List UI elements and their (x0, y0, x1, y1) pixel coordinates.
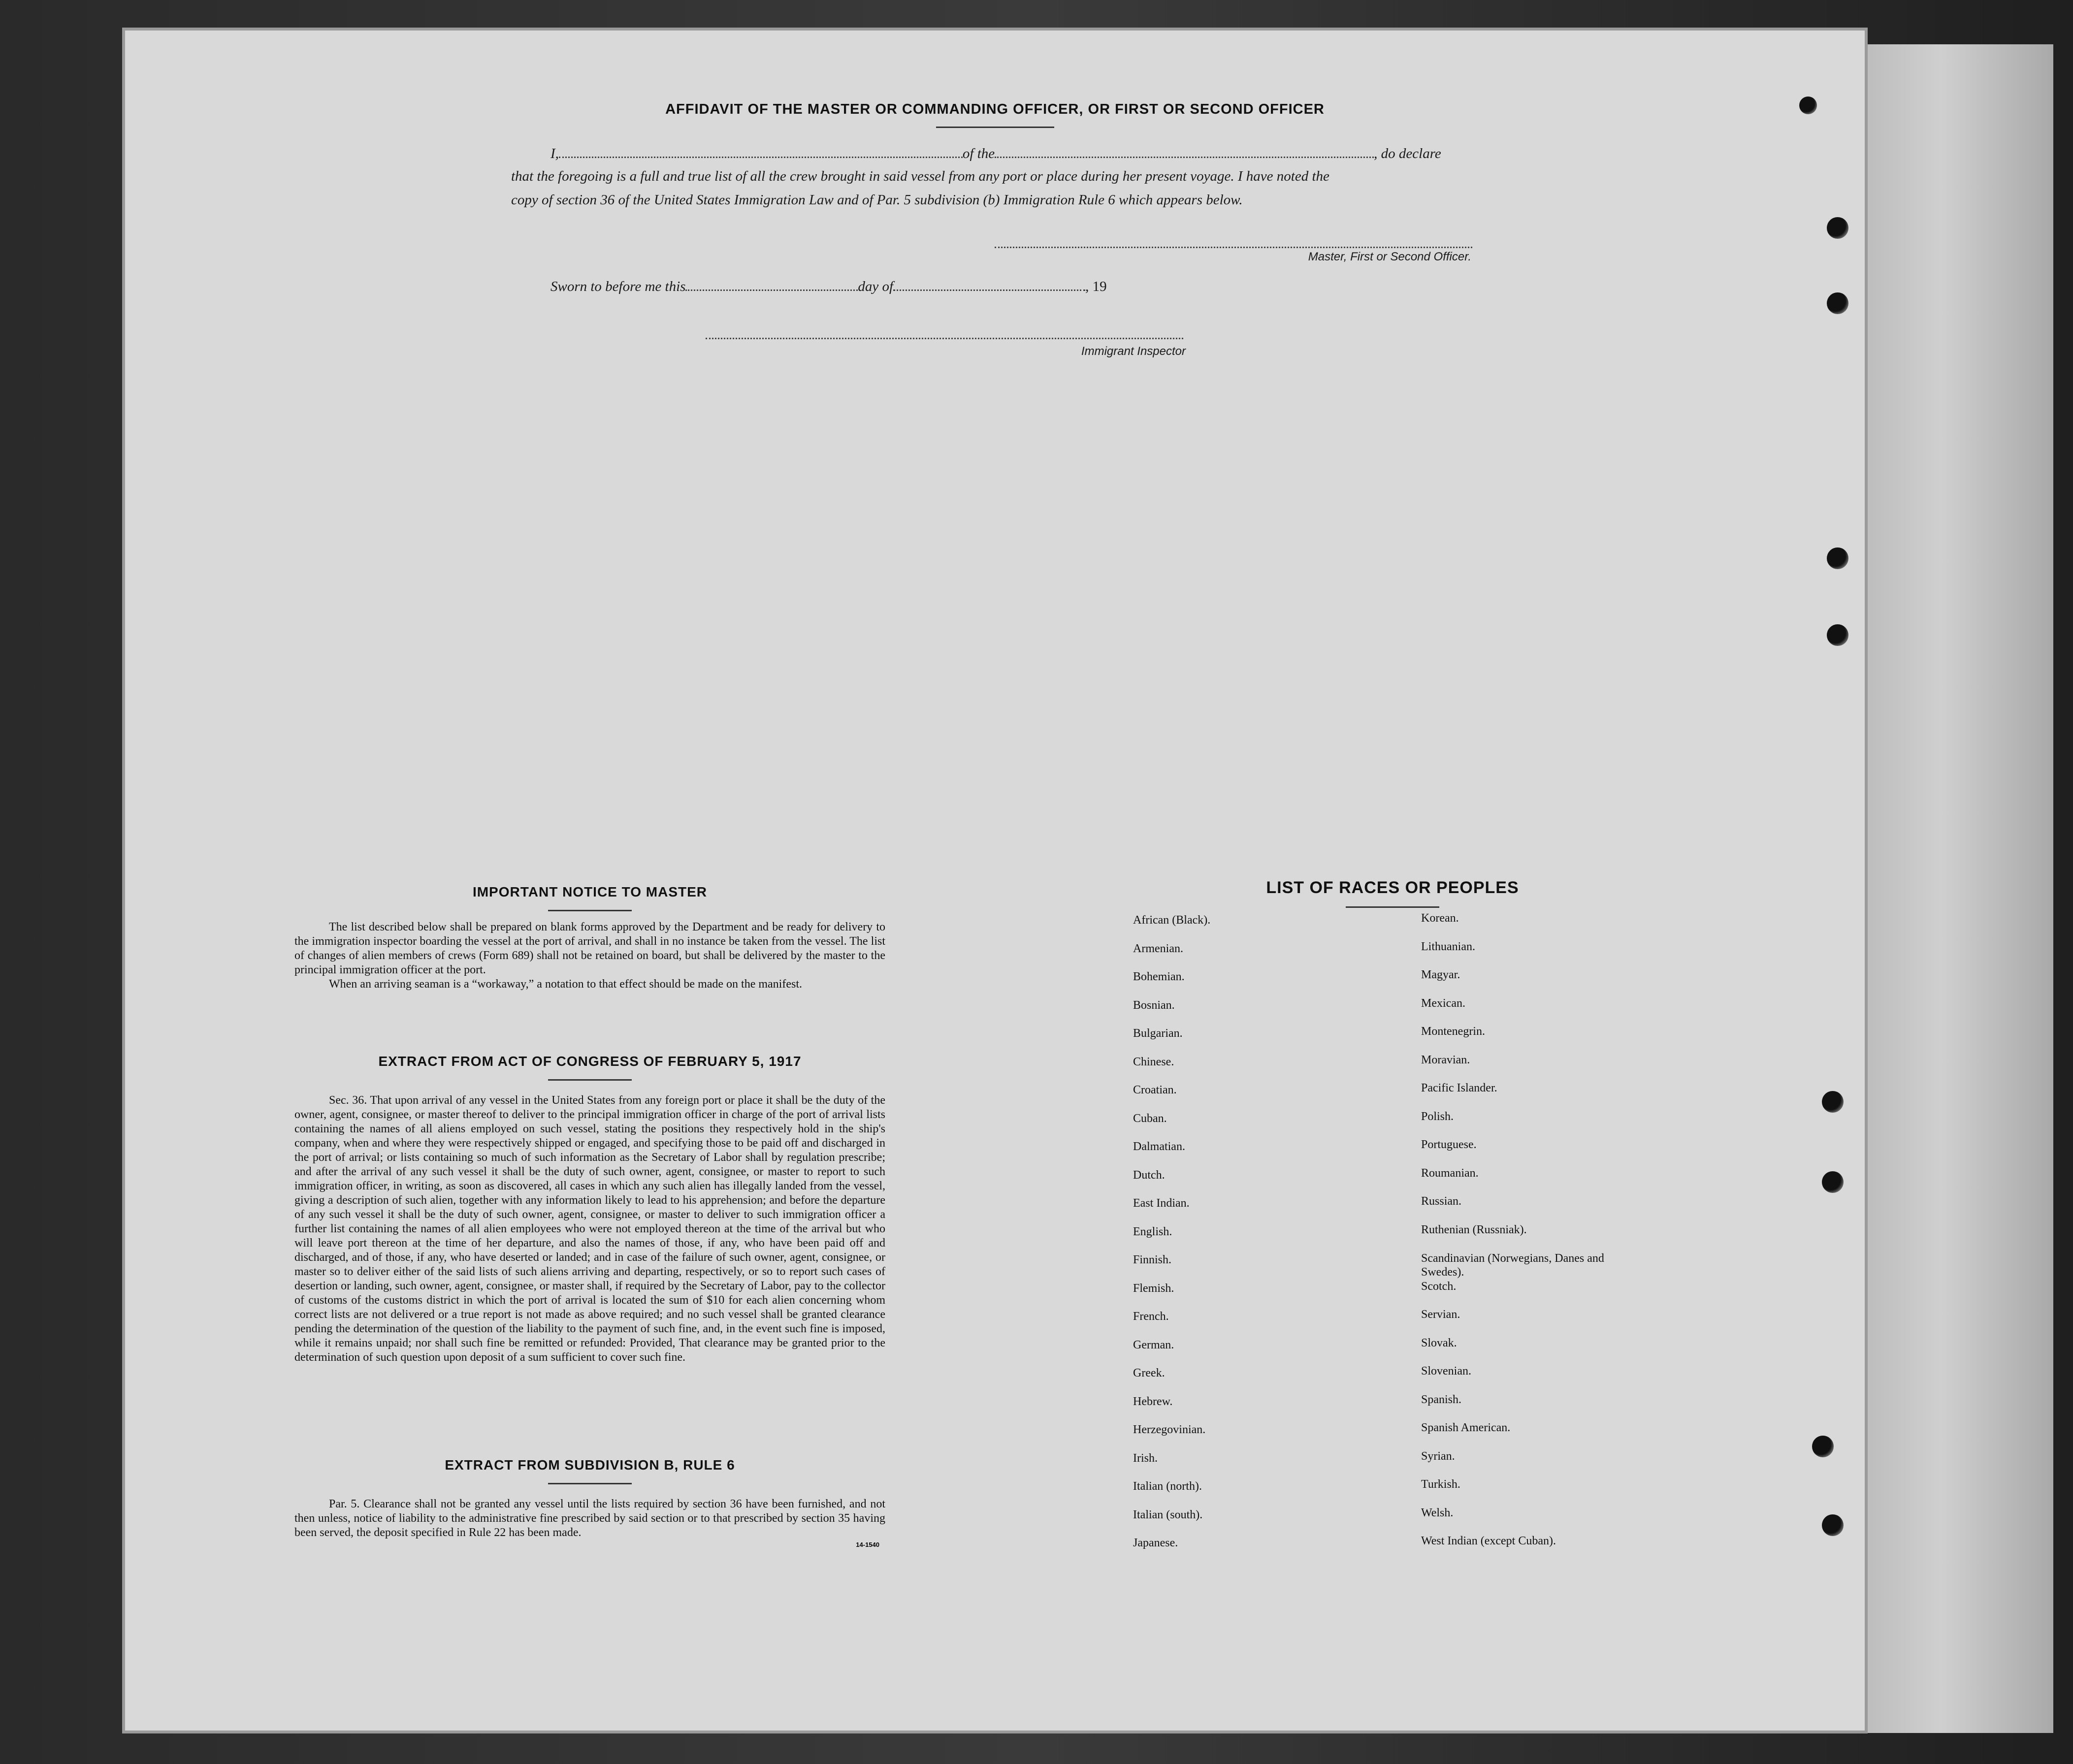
race-item: Finnish. (1133, 1253, 1172, 1266)
binder-hole (1822, 1171, 1844, 1193)
race-item: Armenian. (1133, 942, 1183, 955)
document-page (122, 28, 1868, 1733)
race-item: Mexican. (1421, 996, 1465, 1010)
races-title-rule (1346, 906, 1439, 908)
extract-rule-title-rule (548, 1483, 632, 1484)
inspector-caption: Immigrant Inspector (1081, 345, 1186, 358)
sworn-line (551, 279, 1289, 295)
sworn-day-blank[interactable] (685, 289, 858, 291)
race-item: Portuguese. (1421, 1138, 1477, 1151)
race-item: Magyar. (1421, 968, 1460, 981)
extract-act-section (294, 1054, 885, 1365)
affidavit-line-3: copy of section 36 of the United States Immigration Law and of Par. 5 subdivision (b) Immigration Rule 6 which appears below. (511, 192, 1243, 208)
race-item: Bohemian. (1133, 970, 1185, 983)
race-item: Cuban. (1133, 1112, 1167, 1125)
races-title: LIST OF RACES OR PEOPLES (1266, 878, 1519, 897)
race-item: Irish. (1133, 1451, 1158, 1465)
sworn-month-blank[interactable] (893, 289, 1085, 291)
race-item: Hebrew. (1133, 1395, 1173, 1408)
race-item: East Indian. (1133, 1197, 1190, 1210)
race-item: Scotch. (1421, 1280, 1457, 1293)
of-the-label: of the (962, 146, 995, 161)
race-item: Roumanian. (1421, 1166, 1479, 1180)
race-item: Ruthenian (Russniak). (1421, 1223, 1527, 1236)
race-item: Welsh. (1421, 1506, 1454, 1519)
binder-hole (1799, 96, 1817, 114)
race-item: German. (1133, 1338, 1174, 1351)
race-item: Bosnian. (1133, 998, 1175, 1012)
race-item: Japanese. (1133, 1537, 1178, 1549)
race-item: Lithuanian. (1421, 940, 1475, 953)
affidavit-title: AFFIDAVIT OF THE MASTER OR COMMANDING OFFICER, OR FIRST OR SECOND OFFICER (665, 101, 1325, 117)
sworn-label: Sworn to before me this (551, 279, 686, 294)
race-item: African (Black). (1133, 914, 1211, 927)
form-number: 14-1540 (856, 1541, 879, 1548)
races-right-column (1421, 912, 1648, 1591)
binder-hole (1822, 1091, 1844, 1113)
race-item: Korean. (1421, 912, 1459, 925)
notice-para-1: The list described below shall be prepared on blank forms approved by the Department and be ready for delivery to the immigration inspector boarding the vessel at the port of arrival, and shall in no instance be taken from the vessel. The list of changes of alien members of crews (Form 689) shall not be retained on board, but shall be delivered by the master to the principal immigration officer at the port. (294, 921, 885, 976)
year-label: , 19 (1085, 279, 1107, 294)
race-item: Syrian. (1421, 1449, 1455, 1463)
race-item: Turkish. (1421, 1478, 1460, 1491)
race-item: Dalmatian. (1133, 1140, 1185, 1153)
extract-act-body: Sec. 36. That upon arrival of any vessel in the United States from any foreign port or place it shall be the duty of the owner, agent, consignee, or master thereof to deliver to the principal immigration officer in charge of the port of arrival lists containing the names of all aliens employed on such vessel, stating the positions they respectively hold in the ship's company, when and where they were respectively shipped or engaged, and specifying those to be paid off and discharged in the port of arrival; or lists containing so much of such information as the Secretary of Labor shall by regulation prescribe; and after the arrival of any such vessel it shall be the duty of such owner, agent, consignee, or master to report to such immigration officer, in writing, as soon as discovered, all cases in which any such alien has illegally landed from the vessel, giving a description of such alien, together with any information likely to lead to his apprehension; and before the departure of any such vessel it shall be the duty of such owner, agent, consignee, or master to deliver to such immigration officer a further list containing the names of all alien employees who were not employed thereon at the time of the arrival but who will leave port thereon at the time of her departure, and also the names of those, if any, who have been paid off and discharged, and of those, if any, who have deserted or landed; and in case of the failure of such owner, agent, consignee, or master so to deliver either of the said lists of such aliens arriving and departing, respectively, or so to report such cases of desertion or landing, such owner, agent, consignee, or master shall, if required by the Secretary of Labor, pay to the collector of customs of the customs district in which the port of arrival is located the sum of $10 for each alien concerning whom correct lists are not delivered or a true report is not made as above required; and no such vessel shall be granted clearance pending the determination of the question of the liability to the payment of such fine, and, in the event such fine is imposed, while it remains unpaid; nor shall such fine be remitted or refunded: Provided, That clearance may be granted prior to the determination of such question upon deposit of a sum sufficient to cover such fine. (294, 1094, 885, 1364)
binder-hole (1822, 1514, 1844, 1536)
races-left-column (1133, 914, 1409, 1593)
do-declare-label: , do declare (1374, 146, 1441, 161)
notice-para-2: When an arriving seaman is a “workaway,” a notation to that effect should be made on the manifest. (329, 978, 802, 991)
binder-hole (1827, 217, 1848, 239)
race-item: Dutch. (1133, 1168, 1165, 1182)
race-item: Slovenian. (1421, 1365, 1471, 1378)
extract-act-title-rule (548, 1079, 632, 1081)
race-item: Russian. (1421, 1195, 1462, 1208)
extract-act-title: EXTRACT FROM ACT OF CONGRESS OF FEBRUARY 5, 1917 (378, 1054, 802, 1069)
race-item: Italian (north). (1133, 1480, 1202, 1493)
race-item: Italian (south). (1133, 1508, 1203, 1521)
race-item: Slovak. (1421, 1336, 1457, 1349)
affidavit-line-2: that the foregoing is a full and true list of all the crew brought in said vessel from any port or place during her present voyage. I have noted the (511, 168, 1329, 184)
race-item: Croatian. (1133, 1084, 1177, 1096)
affidavit-i-label: I, (551, 146, 559, 161)
binder-hole (1827, 547, 1848, 569)
notice-title-rule (548, 910, 632, 911)
affidavit-line-1 (551, 146, 1609, 162)
race-item: Herzegovinian. (1133, 1423, 1206, 1436)
race-item: Pacific Islander. (1421, 1082, 1497, 1094)
races-section (1196, 878, 1589, 908)
underlying-page-edge (1866, 44, 2053, 1733)
race-item: Bulgarian. (1133, 1027, 1183, 1040)
notice-section (294, 884, 885, 992)
race-item: West Indian (except Cuban). (1421, 1535, 1556, 1547)
race-item: Polish. (1421, 1110, 1454, 1123)
notice-title: IMPORTANT NOTICE TO MASTER (472, 884, 708, 899)
extract-rule-section (294, 1457, 885, 1548)
race-item: Spanish American. (1421, 1421, 1511, 1434)
affidavit-title-rule (936, 127, 1054, 128)
race-item: Moravian. (1421, 1053, 1470, 1066)
race-item: English. (1133, 1225, 1172, 1238)
inspector-signature-line[interactable] (706, 338, 1183, 339)
name-blank[interactable] (559, 157, 963, 158)
signature-caption: Master, First or Second Officer. (1308, 250, 1471, 263)
race-item: French. (1133, 1310, 1169, 1323)
signature-line[interactable] (995, 247, 1472, 248)
extract-rule-title: EXTRACT FROM SUBDIVISION B, RULE 6 (445, 1457, 735, 1473)
race-item: Spanish. (1421, 1393, 1462, 1406)
race-item: Greek. (1133, 1367, 1165, 1379)
binder-hole (1827, 624, 1848, 646)
race-item: Flemish. (1133, 1282, 1174, 1295)
binder-hole (1827, 292, 1848, 314)
race-item: Montenegrin. (1421, 1025, 1485, 1038)
binder-hole (1812, 1436, 1834, 1457)
race-item: Chinese. (1133, 1055, 1174, 1068)
race-item: Scandinavian (Norwegians, Danes and Swedes). (1421, 1252, 1604, 1279)
extract-rule-body: Par. 5. Clearance shall not be granted any vessel until the lists required by section 36 have been furnished, and not then unless, notice of liability to the administrative fine prescribed by said section or to that prescribed by section 35 having been served, the deposit specified in Rule 22 has been made. (294, 1498, 885, 1539)
affidavit-section (122, 101, 1868, 128)
vessel-blank[interactable] (995, 157, 1374, 158)
day-of-label: day of (858, 279, 894, 294)
race-item: Servian. (1421, 1308, 1460, 1321)
